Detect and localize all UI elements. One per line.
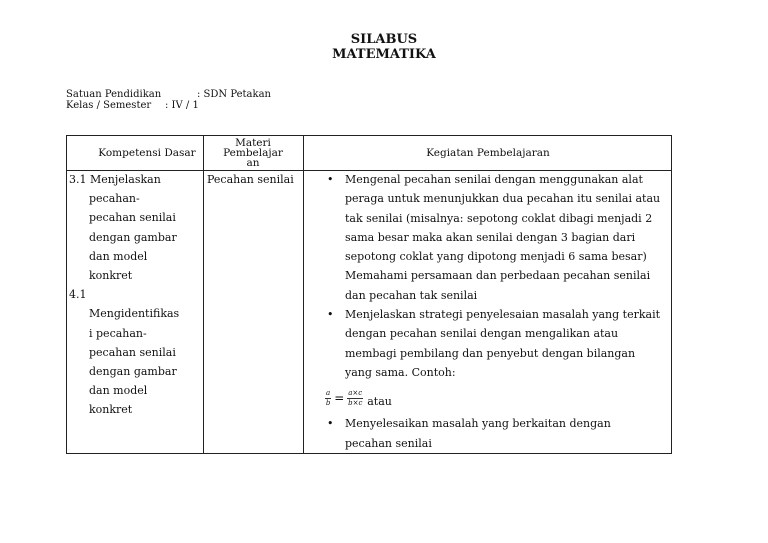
kegiatan-line: tak senilai (misalnya: sepotong coklat dibagi menjadi 2 bbox=[345, 211, 653, 225]
meta-kelas bbox=[66, 100, 199, 111]
kompetensi-line: 4.1 bbox=[69, 288, 87, 302]
equals-sign: = bbox=[334, 390, 345, 405]
kompetensi-line: dan model bbox=[89, 249, 148, 263]
kompetensi-line: dengan gambar bbox=[89, 365, 177, 379]
fraction-formula bbox=[325, 382, 671, 414]
kompetensi-line: konkret bbox=[89, 269, 133, 283]
formula-atau: atau bbox=[367, 394, 392, 408]
kelas-label: Kelas / Semester bbox=[66, 100, 152, 111]
kegiatan-line: Menjelaskan strategi penyelesaian masalah yang terkait bbox=[345, 308, 661, 322]
fraction-left bbox=[325, 389, 331, 408]
syllabus-table bbox=[66, 135, 672, 454]
kompetensi-line: pecahan senilai bbox=[89, 345, 176, 359]
header-kegiatan bbox=[303, 136, 673, 170]
kompetensi-line: Mengidentifikas bbox=[89, 307, 180, 321]
kompetensi-line: dan model bbox=[89, 384, 148, 398]
fraction-right bbox=[347, 389, 363, 408]
kompetensi-line: 3.1 Menjelaskan bbox=[69, 173, 161, 186]
kegiatan-line: sepotong coklat yang dipotong menjadi 6 sama besar) bbox=[345, 250, 647, 264]
header-materi-line3: an bbox=[246, 157, 260, 169]
bullet-icon: • bbox=[327, 308, 334, 322]
kegiatan-line: membagi pembilang dan penyebut dengan bilangan bbox=[345, 346, 636, 360]
kompetensi-line: konkret bbox=[89, 403, 133, 417]
fraction-left-denominator: b bbox=[325, 398, 331, 407]
document-title: SILABUS bbox=[350, 32, 418, 47]
kegiatan-line: dan pecahan tak senilai bbox=[345, 288, 478, 302]
header-materi-line1: Materi bbox=[235, 137, 271, 149]
kompetensi-line: pecahan senilai bbox=[89, 211, 176, 225]
kegiatan-line: peraga untuk menunjukkan dua pecahan itu senilai atau bbox=[345, 192, 661, 206]
header-kompetensi-label: Kompetensi Dasar bbox=[98, 147, 196, 159]
column-divider-1 bbox=[203, 136, 204, 453]
header-materi bbox=[203, 136, 303, 170]
kegiatan-cell bbox=[325, 170, 671, 453]
satuan-value: : SDN Petakan bbox=[197, 89, 271, 100]
fraction-left-numerator: a bbox=[326, 388, 331, 397]
kegiatan-bullet-3 bbox=[325, 414, 671, 453]
kegiatan-bullet-1 bbox=[325, 170, 671, 305]
kegiatan-line: Menyelesaikan masalah yang berkaitan dengan bbox=[345, 417, 611, 431]
kompetensi-line: i pecahan- bbox=[89, 326, 147, 340]
bullet-icon: • bbox=[327, 173, 334, 186]
fraction-right-denominator: b×c bbox=[348, 398, 363, 407]
kegiatan-line: Mengenal pecahan senilai dengan menggunakan alat bbox=[345, 173, 643, 186]
kegiatan-line: pecahan senilai bbox=[345, 436, 432, 450]
kompetensi-cell bbox=[69, 170, 201, 420]
kompetensi-line: pecahan- bbox=[89, 192, 140, 206]
fraction-right-numerator: a×c bbox=[348, 388, 363, 397]
header-kegiatan-label: Kegiatan Pembelajaran bbox=[426, 147, 550, 159]
kompetensi-line: dengan gambar bbox=[89, 230, 177, 244]
kegiatan-bullet-2 bbox=[325, 305, 671, 382]
column-divider-2 bbox=[303, 136, 304, 453]
kegiatan-line: sama besar maka akan senilai dengan 3 bagian dari bbox=[345, 230, 636, 244]
meta-satuan bbox=[66, 89, 271, 100]
header-materi-line2: Pembelajar bbox=[223, 147, 283, 159]
satuan-label: Satuan Pendidikan bbox=[66, 89, 162, 100]
bullet-icon: • bbox=[327, 417, 334, 431]
materi-cell: Pecahan senilai bbox=[207, 173, 294, 186]
kegiatan-line: dengan pecahan senilai dengan mengalikan atau bbox=[345, 327, 619, 341]
kelas-value: : IV / 1 bbox=[165, 100, 199, 111]
document-subtitle: MATEMATIKA bbox=[332, 47, 436, 62]
kegiatan-line: yang sama. Contoh: bbox=[345, 365, 456, 379]
kegiatan-line: Memahami persamaan dan perbedaan pecahan senilai bbox=[345, 269, 651, 283]
